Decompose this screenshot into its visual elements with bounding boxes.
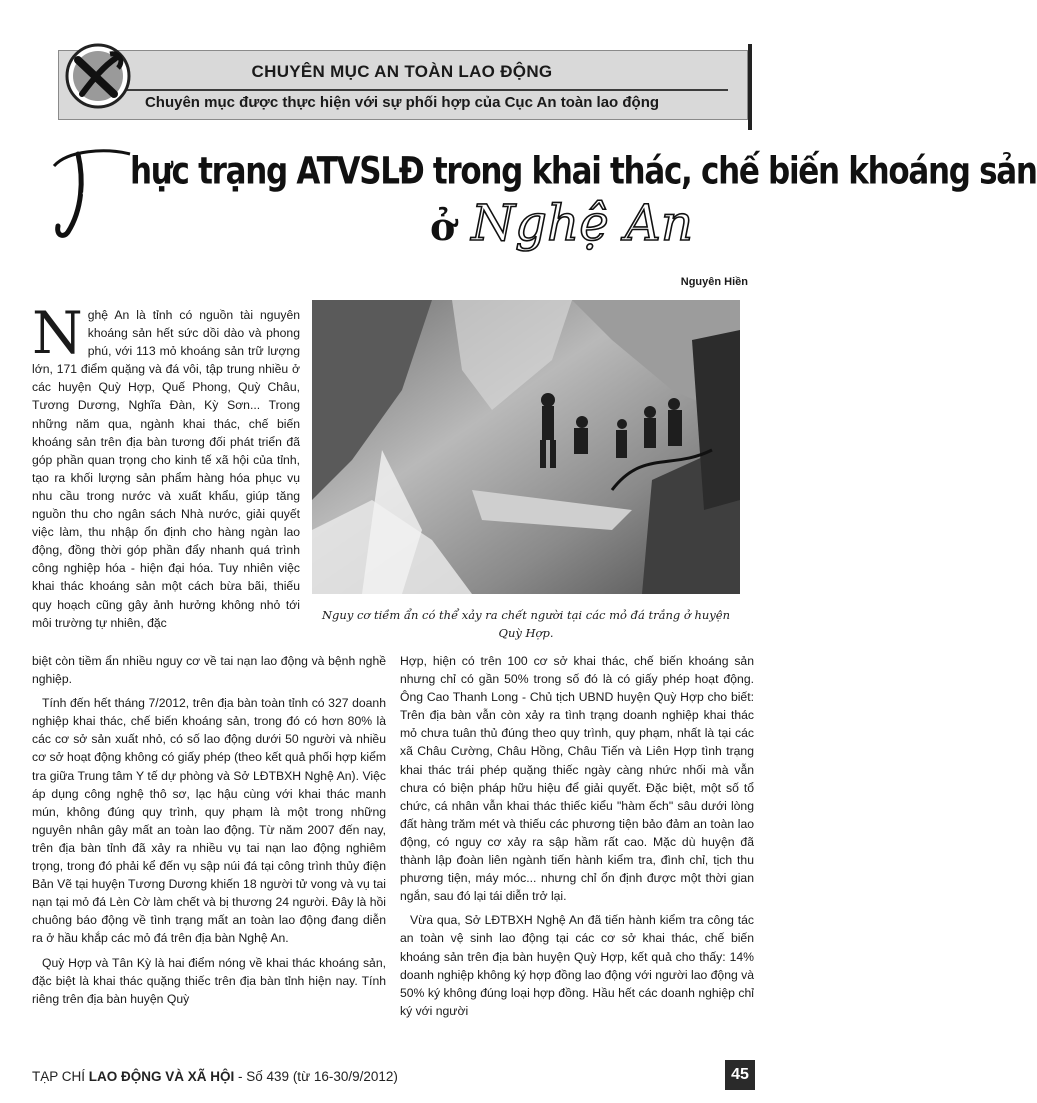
author-byline: Nguyên Hiền <box>680 276 748 288</box>
paragraph: Tính đến hết tháng 7/2012, trên địa bàn toàn tỉnh có 327 doanh nghiệp khai thác, chế biến khoáng sản, trong đó có hơn 80% là các cơ sở sản xuất nhỏ, có số lao động dưới 50 người và nhiều cơ sở hoạt động không có giấy phép (theo kết quả phối hợp kiểm tra giữa Trung tâm Y tế dự phòng và Sở LĐTBXH Nghệ An). Việc áp dụng công nghệ thô sơ, lạc hậu cùng với khai thác manh mún, không đúng quy trình, quy phạm là một trong những nguyên nhân gây mất an toàn lao động. Từ năm 2007 đến nay, trên địa bàn tỉnh đã xảy ra nhiều vụ tai nạn lao động nghiêm trọng, trong đó phải kể đến vụ sập núi đá tại công trình thủy điện Bản Vẽ tại huyện Tương Dương khiến 18 người tử vong và vụ tai nạn tại mỏ đá Lèn Cờ làm chết và bị thương 24 người. Đây là hồi chuông báo động về tình trạng mất an toàn lao động đang diễn ra ở hầu khắp các mỏ đá trên địa bàn Nghệ An. <box>32 696 386 946</box>
article-column-3 <box>400 652 754 1020</box>
headline: hực trạng ATVSLĐ trong khai thác, chế biến khoáng sản <box>130 150 1037 194</box>
section-title: CHUYÊN MỤC AN TOÀN LAO ĐỘNG <box>251 62 553 81</box>
magazine-name: LAO ĐỘNG VÀ XÃ HỘI <box>88 1069 235 1084</box>
section-subtitle: Chuyên mục được thực hiện với sự phối hợp của Cục An toàn lao động <box>144 94 660 111</box>
headline-line-2-script: Nghệ An <box>471 194 694 252</box>
paragraph: Vừa qua, Sở LĐTBXH Nghệ An đã tiến hành kiểm tra công tác an toàn vệ sinh lao động tại các cơ sở khai thác, chế biến khoáng sản trên địa bàn huyện Quỳ Hợp, kết quả cho thấy: 14% doanh nghiệp không ký hợp đồng lao động với người lao động và 50% ký không đúng loại hợp đồng. Hầu hết các doanh nghiệp chỉ ký với người <box>400 913 755 1018</box>
headline-initial <box>48 140 134 240</box>
page-edge-bar <box>748 44 752 130</box>
headline-line-2 <box>430 194 760 252</box>
headline-initial-letter: T <box>82 192 89 203</box>
issue-info: - Số 439 (từ 16-30/9/2012) <box>234 1069 398 1084</box>
article-column-1 <box>32 299 300 632</box>
paragraph <box>32 299 300 632</box>
paragraph: Quỳ Hợp và Tân Kỳ là hai điểm nóng về khai thác khoáng sản, đặc biệt là khai thác quặng thiếc trên địa bàn tỉnh hiện nay. Tính riêng trên địa bàn huyện Quỳ <box>32 955 386 1006</box>
article-column-2 <box>32 652 386 1008</box>
photo-caption: Nguy cơ tiềm ẩn có thể xảy ra chết người tại các mỏ đá trắng ở huyện Quỳ Hợp. <box>321 608 731 640</box>
paragraph-text: ghệ An là tỉnh có nguồn tài nguyên khoáng sản hết sức dồi dào và phong phú, với 113 mỏ khoáng sản trữ lượng lớn, 171 điểm quặng và đá vôi, tập trung nhiều ở các huyện Quỳ Hợp, Quế Phong, Quỳ Châu, Tương Dương, Nghĩa Đàn, Kỳ Sơn... Trong những năm qua, ngành khai thác, chế biến khoáng sản trên địa bàn tương đối phát triển đã góp phần quan trọng cho kinh tế xã hội của tỉnh, tạo ra khối lượng sản phẩm hàng hóa phục vụ nhu cầu trong nước và xuất khẩu, giúp tăng nguồn thu cho ngân sách Nhà nước, giải quyết việc làm, thu nhập ổn định cho hàng ngàn lao động, đồng thời góp phần đẩy nhanh quá trình công nghiệp hóa - hiện đại hóa. Tuy nhiên việc khai thác khoáng sản một cách bừa bãi, thiếu quy hoạch cũng gây ảnh hưởng không nhỏ tới môi trường tự nhiên, đặc <box>32 308 300 630</box>
drop-cap: N <box>32 299 83 367</box>
footer-prefix: TẠP CHÍ <box>32 1069 89 1084</box>
headline-line-2-prefix: ở <box>430 204 456 249</box>
header-divider <box>70 89 728 91</box>
quarry-photo <box>312 300 740 594</box>
page-footer <box>32 1069 398 1084</box>
page-number: 45 <box>725 1060 755 1090</box>
paragraph: biệt còn tiềm ẩn nhiều nguy cơ về tai nạn lao động và bệnh nghề nghiệp. <box>32 654 386 687</box>
safety-logo-icon <box>64 42 132 110</box>
paragraph: Hợp, hiện có trên 100 cơ sở khai thác, chế biến khoáng sản nhưng chỉ có gần 50% trong số đó là có giấy phép hoạt động. Ông Cao Thanh Long - Chủ tịch UBND huyện Quỳ Hợp cho biết: Trên địa bàn vẫn còn xảy ra tình trạng doanh nghiệp khai thác mỏ chưa tuân thủ đúng theo quy trình, quy phạm, nhất là tại các xã Châu Cường, Châu Hồng, Châu Tiến và Liên Hợp tình trạng khai thác trái phép quặng thiếc ngày càng nhức nhối mà vẫn chưa có biện pháp hữu hiệu để giải quyết. Đặc biệt, một số tổ chức, cá nhân vẫn khai thác thiếc kiểu "hàm ếch" sâu dưới lòng đất hàng trăm mét và thiếu các phương tiện bảo đảm an toàn lao động, có nguy cơ xảy ra sập hầm rất cao. Mặc dù huyện đã thành lập đoàn liên ngành tiến hành kiểm tra, đình chỉ, tịch thu phương tiện, máy móc... nhưng chỉ ổn định được một thời gian ngắn, sau đó lại tái diễn trở lại. <box>400 654 754 904</box>
